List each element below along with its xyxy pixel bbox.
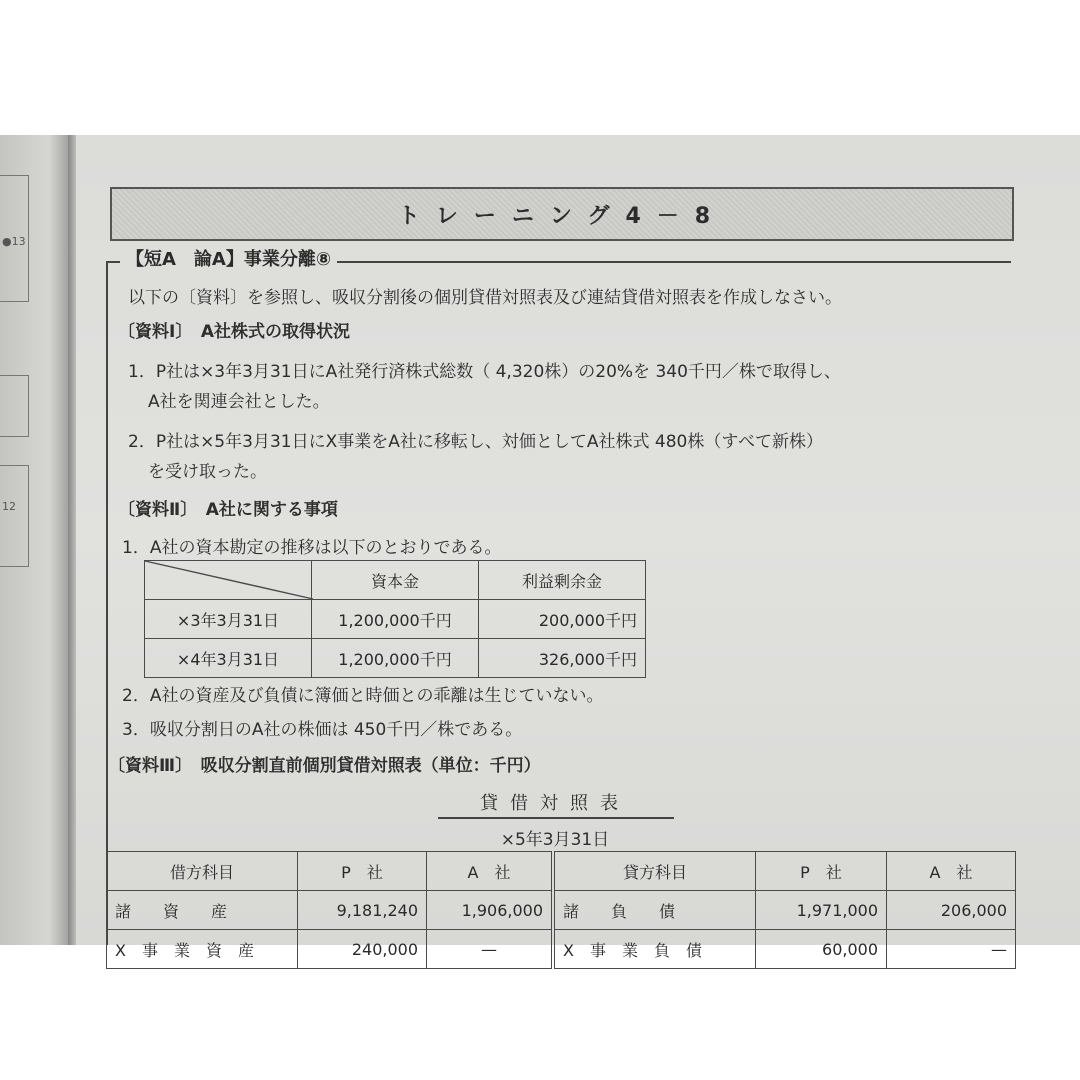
intro-text: 以下の〔資料〕を参照し、吸収分割後の個別貸借対照表及び連結貸借対照表を作成しなさい。 bbox=[128, 288, 842, 308]
section-title: 【短A 論A】事業分離⑧ bbox=[120, 245, 337, 271]
page bbox=[76, 135, 1080, 960]
table-cell: ×3年3月31日 bbox=[145, 600, 312, 639]
left-margin-label: ●13 bbox=[2, 235, 26, 248]
table-row bbox=[107, 891, 1016, 930]
material2-heading: 〔資料Ⅱ〕 A社に関する事項 bbox=[118, 500, 338, 520]
table-header: 貸方科目 bbox=[553, 852, 756, 891]
exercise-title: トレーニング4－8 bbox=[397, 203, 727, 229]
diagonal-line bbox=[145, 561, 313, 599]
table-cell: 1,200,000千円 bbox=[312, 600, 479, 639]
table-cell: 1,906,000 bbox=[427, 891, 554, 930]
material1-item1-line1: 1．P社は×3年3月31日にA社発行済株式総数（ 4,320株）の20%を 340千円／株で取得し、 bbox=[128, 362, 841, 382]
table-cell: 60,000 bbox=[756, 930, 887, 969]
table-header: P 社 bbox=[298, 852, 427, 891]
bs-title-underline bbox=[438, 817, 674, 819]
material1-item1-line2: A社を関連会社とした。 bbox=[148, 392, 330, 412]
left-margin-label: 12 bbox=[2, 500, 16, 513]
book-photo bbox=[0, 135, 1080, 960]
table-header: A 社 bbox=[427, 852, 554, 891]
capital-table bbox=[144, 560, 646, 678]
table-header: 利益剰余金 bbox=[479, 561, 646, 600]
table-header: 借方科目 bbox=[107, 852, 298, 891]
left-page-box bbox=[0, 375, 29, 437]
table-cell: X 事 業 負 債 bbox=[553, 930, 756, 969]
table-row bbox=[145, 600, 646, 639]
section-frame bbox=[106, 261, 108, 945]
table-row bbox=[145, 639, 646, 678]
table-cell: 206,000 bbox=[887, 891, 1016, 930]
exercise-banner bbox=[110, 187, 1014, 241]
material3-heading: 〔資料Ⅲ〕 吸収分割直前個別貸借対照表（単位：千円） bbox=[108, 756, 541, 776]
table-cell: 240,000 bbox=[298, 930, 427, 969]
book-spine bbox=[68, 135, 76, 945]
material2-item2: 2．A社の資産及び負債に簿価と時価との乖離は生じていない。 bbox=[122, 686, 604, 706]
table-cell: 1,200,000千円 bbox=[312, 639, 479, 678]
table-cell: 諸 負 債 bbox=[553, 891, 756, 930]
table-cell: 200,000千円 bbox=[479, 600, 646, 639]
table-header: P 社 bbox=[756, 852, 887, 891]
material2-item1: 1．A社の資本勘定の推移は以下のとおりである。 bbox=[122, 538, 502, 558]
material1-item2-line2: を受け取った。 bbox=[148, 462, 267, 482]
bs-date: ×5年3月31日 bbox=[500, 830, 610, 850]
table-cell: — bbox=[887, 930, 1016, 969]
table-header-row bbox=[107, 852, 1016, 891]
left-page-edge bbox=[0, 135, 70, 945]
table-header: 資本金 bbox=[312, 561, 479, 600]
left-page-box bbox=[0, 465, 29, 567]
table-cell: 諸 資 産 bbox=[107, 891, 298, 930]
balance-sheet-table bbox=[106, 851, 1016, 969]
material1-heading: 〔資料Ⅰ〕 A社株式の取得状況 bbox=[118, 322, 350, 342]
table-cell: X 事 業 資 産 bbox=[107, 930, 298, 969]
material2-item3: 3．吸収分割日のA社の株価は 450千円／株である。 bbox=[122, 720, 523, 740]
table-cell: 9,181,240 bbox=[298, 891, 427, 930]
material1-item2-line1: 2．P社は×5年3月31日にX事業をA社に移転し、対価としてA社株式 480株（すべて新株） bbox=[128, 432, 823, 452]
table-cell: 1,971,000 bbox=[756, 891, 887, 930]
bs-title: 貸借対照表 bbox=[480, 793, 630, 814]
table-row bbox=[107, 930, 1016, 969]
table-header: A 社 bbox=[887, 852, 1016, 891]
table-cell: — bbox=[427, 930, 554, 969]
table-header-row bbox=[145, 561, 646, 600]
table-cell: ×4年3月31日 bbox=[145, 639, 312, 678]
table-corner-cell bbox=[145, 561, 312, 600]
table-cell: 326,000千円 bbox=[479, 639, 646, 678]
